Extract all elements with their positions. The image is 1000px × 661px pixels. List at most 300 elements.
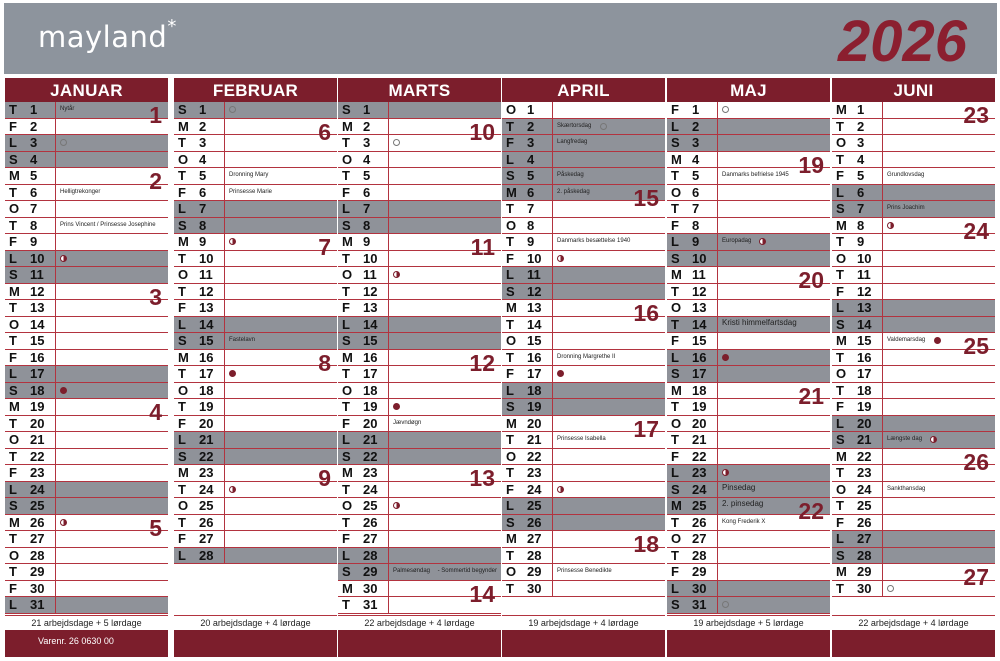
month-title: JUNI xyxy=(832,78,995,102)
day-row xyxy=(832,366,995,383)
weekday-letter: S xyxy=(9,498,18,513)
day-note-area xyxy=(552,135,665,151)
month-januar xyxy=(5,78,168,657)
day-note-area xyxy=(882,498,995,514)
day-list xyxy=(502,102,665,614)
day-number: 16 xyxy=(692,349,707,365)
holiday-note: Kristi himmelfartsdag xyxy=(722,317,797,327)
holiday-note: Helligtrekonger xyxy=(60,188,101,195)
day-note-area xyxy=(717,119,830,135)
day-note-area xyxy=(55,317,168,333)
weekday-letter: F xyxy=(671,102,679,117)
day-cell xyxy=(338,432,388,448)
day-cell xyxy=(832,548,882,564)
day-number: 17 xyxy=(692,366,707,381)
day-number: 16 xyxy=(527,349,542,365)
weekday-letter: L xyxy=(342,547,350,563)
day-number: 10 xyxy=(199,250,214,266)
day-cell xyxy=(667,201,717,217)
day-number: 19 xyxy=(363,399,378,414)
day-note-area xyxy=(717,531,830,547)
weekday-letter: F xyxy=(506,250,514,266)
day-number: 26 xyxy=(857,514,872,530)
day-row xyxy=(174,152,337,169)
day-cell xyxy=(174,333,224,349)
day-note-area xyxy=(388,432,501,448)
day-note-area xyxy=(388,383,501,399)
day-row xyxy=(174,333,337,350)
workday-summary: 19 arbejdsdage + 5 lørdage xyxy=(667,615,830,630)
weekday-letter: T xyxy=(671,399,679,414)
weekday-letter: S xyxy=(671,481,680,497)
day-cell xyxy=(832,284,882,300)
day-note-area xyxy=(552,449,665,465)
weekday-letter: T xyxy=(836,498,844,513)
day-cell xyxy=(338,234,388,250)
weekday-letter: M xyxy=(836,564,847,579)
weekday-letter: O xyxy=(671,300,682,315)
day-row xyxy=(667,564,830,581)
day-number: 21 xyxy=(857,432,872,447)
day-note-area xyxy=(882,548,995,564)
day-cell xyxy=(667,416,717,432)
day-note-area xyxy=(55,383,168,399)
day-row xyxy=(338,333,501,350)
weekday-letter: L xyxy=(671,580,679,596)
weekday-letter: F xyxy=(9,349,17,365)
weekday-letter: L xyxy=(671,465,679,480)
day-number: 24 xyxy=(527,481,542,497)
day-note-area xyxy=(388,300,501,316)
holiday-note: Valdemarsdag xyxy=(887,337,926,343)
day-cell xyxy=(667,267,717,283)
holiday-note: Nytår xyxy=(60,106,75,112)
day-number: 26 xyxy=(692,514,707,530)
day-cell xyxy=(174,531,224,547)
day-cell xyxy=(5,482,55,498)
day-cell xyxy=(174,399,224,415)
day-cell xyxy=(5,383,55,399)
half-moon-icon xyxy=(229,486,236,493)
day-cell xyxy=(832,317,882,333)
weekday-letter: T xyxy=(178,135,186,150)
week-number: 11 xyxy=(470,234,495,260)
weekday-letter: O xyxy=(506,217,517,233)
week-number: 9 xyxy=(318,465,331,491)
day-number: 18 xyxy=(199,382,214,398)
day-note-area xyxy=(388,185,501,201)
day-note-area xyxy=(388,152,501,168)
weekday-letter: L xyxy=(506,498,514,513)
day-row xyxy=(502,515,665,532)
day-row xyxy=(667,119,830,136)
day-cell xyxy=(5,284,55,300)
weekday-letter: L xyxy=(9,481,17,497)
day-cell xyxy=(338,185,388,201)
day-number: 14 xyxy=(857,316,872,332)
day-cell xyxy=(5,267,55,283)
day-cell xyxy=(174,416,224,432)
day-note-area xyxy=(55,267,168,283)
day-note-area xyxy=(224,168,337,184)
holiday-note: Prinsesse Marie xyxy=(229,188,273,195)
weekday-letter: O xyxy=(9,432,20,447)
day-number: 25 xyxy=(363,498,378,513)
day-number: 8 xyxy=(527,217,535,233)
day-number: 4 xyxy=(857,151,865,167)
weekday-letter: F xyxy=(671,217,679,233)
day-cell xyxy=(667,234,717,250)
day-number: 10 xyxy=(527,250,542,266)
weekday-letter: M xyxy=(671,267,682,282)
day-row xyxy=(174,119,337,136)
day-cell xyxy=(832,333,882,349)
weekday-letter: L xyxy=(178,316,186,332)
day-number: 2 xyxy=(30,118,38,134)
new-moon-icon xyxy=(934,337,941,344)
day-cell xyxy=(502,218,552,234)
day-number: 14 xyxy=(527,316,542,332)
day-number: 17 xyxy=(363,366,378,381)
day-number: 17 xyxy=(199,366,214,381)
day-number: 7 xyxy=(199,201,207,216)
day-number: 12 xyxy=(527,283,542,299)
weekday-letter: S xyxy=(836,547,845,563)
day-number: 30 xyxy=(30,580,45,596)
day-cell xyxy=(338,548,388,564)
day-row xyxy=(5,251,168,268)
weekday-letter: O xyxy=(178,151,189,167)
weekday-letter: F xyxy=(506,366,514,381)
holiday-note: Skærtorsdag xyxy=(557,122,592,129)
day-row xyxy=(174,399,337,416)
weekday-letter: F xyxy=(342,415,350,431)
day-number: 3 xyxy=(363,135,371,150)
day-number: 26 xyxy=(199,514,214,530)
day-row xyxy=(338,449,501,466)
day-number: 23 xyxy=(30,465,45,480)
day-number: 14 xyxy=(692,316,707,332)
holiday-note: Dronning Mary xyxy=(229,172,269,178)
weekday-letter: T xyxy=(9,184,17,200)
day-cell xyxy=(667,432,717,448)
day-cell xyxy=(338,201,388,217)
day-number: 19 xyxy=(199,399,214,414)
full-moon-icon xyxy=(60,139,67,146)
day-row xyxy=(5,548,168,565)
day-cell xyxy=(174,267,224,283)
day-number: 27 xyxy=(199,531,214,546)
day-note-area xyxy=(388,201,501,217)
day-cell xyxy=(5,564,55,580)
workday-summary: 19 arbejdsdage + 4 lørdage xyxy=(502,615,665,630)
day-cell xyxy=(174,168,224,184)
day-list xyxy=(338,102,501,614)
day-cell xyxy=(667,135,717,151)
day-cell xyxy=(502,531,552,547)
day-note-area xyxy=(717,234,830,250)
day-number: 12 xyxy=(692,283,707,299)
weekday-letter: T xyxy=(506,201,514,216)
weekday-letter: F xyxy=(342,184,350,200)
day-note-area xyxy=(882,515,995,531)
day-row xyxy=(5,119,168,136)
weekday-letter: F xyxy=(671,564,679,579)
day-row xyxy=(502,135,665,152)
weekday-letter: T xyxy=(178,250,186,266)
day-row xyxy=(174,135,337,152)
weekday-letter: T xyxy=(506,580,514,596)
week-number: 17 xyxy=(633,415,659,442)
day-number: 2 xyxy=(527,118,535,134)
day-number: 8 xyxy=(363,217,371,233)
day-number: 25 xyxy=(857,498,872,513)
weekday-letter: M xyxy=(671,382,682,398)
day-row xyxy=(5,416,168,433)
day-note-area xyxy=(388,333,501,349)
weekday-letter: L xyxy=(506,151,514,167)
day-row xyxy=(832,317,995,334)
weekday-letter: F xyxy=(836,283,844,299)
day-number: 23 xyxy=(692,465,707,480)
day-note-area xyxy=(882,531,995,547)
weekday-letter: F xyxy=(671,333,679,348)
day-cell xyxy=(502,300,552,316)
day-number: 27 xyxy=(30,531,45,546)
day-number: 14 xyxy=(30,316,45,332)
day-note-area xyxy=(224,185,337,201)
day-cell xyxy=(502,581,552,597)
day-row xyxy=(667,482,830,499)
day-note-area xyxy=(552,350,665,366)
day-cell xyxy=(667,251,717,267)
weekday-letter: L xyxy=(342,201,350,216)
day-number: 27 xyxy=(363,531,378,546)
day-note-area xyxy=(882,185,995,201)
day-row xyxy=(174,317,337,334)
weekday-letter: S xyxy=(506,399,515,414)
day-number: 31 xyxy=(30,597,45,612)
day-cell xyxy=(832,201,882,217)
day-number: 28 xyxy=(199,547,214,563)
day-cell xyxy=(832,498,882,514)
day-number: 28 xyxy=(30,547,45,563)
day-cell xyxy=(174,185,224,201)
weekday-letter: O xyxy=(506,448,517,464)
day-cell xyxy=(338,383,388,399)
day-cell xyxy=(5,581,55,597)
day-note-area xyxy=(717,366,830,382)
weekday-letter: T xyxy=(506,234,514,249)
weekday-letter: T xyxy=(342,366,350,381)
day-number: 22 xyxy=(30,448,45,464)
day-cell xyxy=(832,152,882,168)
day-row xyxy=(5,531,168,548)
day-number: 31 xyxy=(363,597,378,612)
day-note-area xyxy=(55,581,168,597)
day-number: 5 xyxy=(30,168,38,183)
day-note-area xyxy=(388,267,501,283)
month-title: MARTS xyxy=(338,78,501,102)
day-number: 4 xyxy=(199,151,207,167)
day-cell xyxy=(5,333,55,349)
weekday-letter: F xyxy=(836,399,844,414)
weekday-letter: M xyxy=(178,465,189,480)
weekday-letter: T xyxy=(506,465,514,480)
day-cell xyxy=(338,597,388,613)
week-number: 21 xyxy=(798,382,824,409)
holiday-note: Pinsedag xyxy=(722,482,756,492)
week-number: 4 xyxy=(149,399,162,425)
day-cell xyxy=(667,531,717,547)
day-note-area xyxy=(717,581,830,597)
weekday-letter: T xyxy=(671,283,679,299)
day-cell xyxy=(832,564,882,580)
half-moon-icon xyxy=(930,436,937,443)
holiday-note: Danmarks befrielse 1945 xyxy=(722,172,789,178)
day-number: 11 xyxy=(527,267,541,282)
day-row xyxy=(502,267,665,284)
day-row xyxy=(502,350,665,367)
day-number: 23 xyxy=(363,465,378,480)
day-number: 17 xyxy=(857,366,872,381)
day-cell xyxy=(832,251,882,267)
month-april xyxy=(502,78,665,657)
day-cell xyxy=(832,135,882,151)
day-cell xyxy=(502,350,552,366)
half-moon-icon xyxy=(722,469,729,476)
day-cell xyxy=(338,498,388,514)
day-number: 29 xyxy=(363,564,378,579)
weekday-letter: S xyxy=(178,102,187,117)
day-row xyxy=(832,531,995,548)
day-number: 20 xyxy=(857,415,872,431)
holiday-note: Langfredag xyxy=(557,139,588,145)
day-note-area xyxy=(55,201,168,217)
article-number: Varenr. 26 0630 00 xyxy=(38,636,114,646)
day-cell xyxy=(5,416,55,432)
day-note-area xyxy=(224,548,337,564)
day-cell xyxy=(338,168,388,184)
day-note-area xyxy=(717,597,830,613)
weekday-letter: F xyxy=(342,300,350,315)
day-cell xyxy=(667,168,717,184)
day-cell xyxy=(667,482,717,498)
day-cell xyxy=(5,317,55,333)
weekday-letter: L xyxy=(178,201,186,216)
day-number: 21 xyxy=(363,432,378,447)
day-row xyxy=(502,333,665,350)
weekday-letter: T xyxy=(342,168,350,183)
weekday-letter: M xyxy=(342,234,353,249)
weekday-letter: M xyxy=(9,514,20,530)
day-number: 7 xyxy=(30,201,38,216)
day-note-area xyxy=(552,399,665,415)
weekday-letter: L xyxy=(9,135,17,150)
month-juni xyxy=(832,78,995,657)
day-row xyxy=(502,102,665,119)
day-number: 24 xyxy=(199,481,214,497)
workday-summary: 20 arbejdsdage + 4 lørdage xyxy=(174,615,337,630)
day-note-area xyxy=(55,251,168,267)
weekday-letter: M xyxy=(9,283,20,299)
day-number: 13 xyxy=(857,300,872,315)
day-note-area xyxy=(882,284,995,300)
workday-summary: 22 arbejdsdage + 4 lørdage xyxy=(832,615,995,630)
day-row xyxy=(174,482,337,499)
day-row xyxy=(667,449,830,466)
day-number: 5 xyxy=(692,168,700,183)
day-note-area xyxy=(882,300,995,316)
day-cell xyxy=(667,564,717,580)
day-row xyxy=(338,168,501,185)
day-note-area xyxy=(717,449,830,465)
weekday-letter: M xyxy=(671,151,682,167)
day-number: 7 xyxy=(857,201,865,216)
weekday-letter: S xyxy=(836,316,845,332)
day-number: 11 xyxy=(363,267,377,282)
day-note-area xyxy=(552,564,665,580)
day-note-area xyxy=(717,350,830,366)
day-number: 24 xyxy=(692,481,707,497)
day-number: 15 xyxy=(857,333,872,348)
weekday-letter: L xyxy=(836,300,844,315)
day-cell xyxy=(667,383,717,399)
day-row xyxy=(5,185,168,202)
day-cell xyxy=(5,185,55,201)
day-number: 16 xyxy=(30,349,45,365)
day-cell xyxy=(338,366,388,382)
day-cell xyxy=(174,350,224,366)
day-row xyxy=(174,102,337,119)
day-cell xyxy=(832,350,882,366)
weekday-letter: M xyxy=(506,184,517,200)
day-cell xyxy=(502,564,552,580)
weekday-letter: M xyxy=(671,498,682,513)
day-note-area xyxy=(717,135,830,151)
day-note-area xyxy=(882,168,995,184)
day-cell xyxy=(5,218,55,234)
day-cell xyxy=(174,234,224,250)
day-note-area xyxy=(882,432,995,448)
day-row xyxy=(174,267,337,284)
weekday-letter: S xyxy=(671,366,680,381)
day-cell xyxy=(667,548,717,564)
day-number: 16 xyxy=(199,349,214,365)
day-number: 25 xyxy=(527,498,542,513)
calendar-year: 2026 xyxy=(837,9,967,74)
weekday-letter: T xyxy=(178,168,186,183)
weekday-letter: L xyxy=(506,267,514,282)
holiday-note: 2. pinsedag xyxy=(722,499,764,508)
footer-bar xyxy=(832,630,995,657)
day-note-area xyxy=(224,300,337,316)
day-row xyxy=(5,218,168,235)
day-cell xyxy=(832,432,882,448)
weekday-letter: O xyxy=(342,267,353,282)
weekday-letter: O xyxy=(178,382,189,398)
day-row xyxy=(502,581,665,598)
day-number: 4 xyxy=(692,151,700,167)
day-row xyxy=(174,449,337,466)
day-row xyxy=(667,366,830,383)
day-row xyxy=(5,317,168,334)
half-moon-icon xyxy=(229,238,236,245)
day-cell xyxy=(338,350,388,366)
day-cell xyxy=(5,350,55,366)
day-cell xyxy=(667,102,717,118)
week-number: 8 xyxy=(318,349,331,376)
